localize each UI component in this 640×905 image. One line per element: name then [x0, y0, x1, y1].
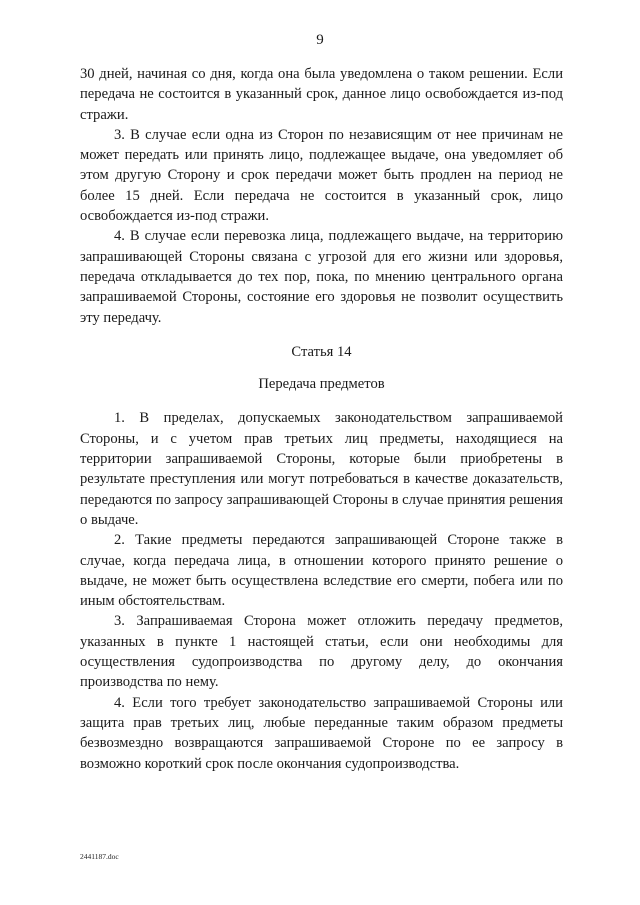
- page-number: 9: [316, 32, 324, 48]
- article-paragraph-4: 4. Если того требует законодательство запрашиваемой Стороны или защита прав третьих лиц, любые переданные таким образом предметы безвозмездно возвращаются запрашиваемой Стороне по ее запросу в возможно короткий срок после окончания судопроизводства.: [80, 694, 563, 772]
- document-code: 2441187.doc: [80, 852, 119, 861]
- paragraph-item-4: 4. В случае если перевозка лица, подлежащего выдаче, на территорию запрашивающей Стороны связана с угрозой для его жизни или здоровья, передача откладывается до тех пор, пока, по мнению центрального органа запрашиваемой Стороны, состояние его здоровья не позволит осуществить эту передачу.: [80, 228, 563, 326]
- article-title: Статья 14: [291, 343, 352, 360]
- document-body: [80, 64, 563, 774]
- article-paragraph-1: 1. В пределах, допускаемых законодательством запрашиваемой Стороны, и с учетом прав третьих лиц предметы, находящиеся на территории запрашиваемой Стороны, которые были приобретены в результате преступления или могут потребоваться в качестве доказательств, передаются по запросу запрашивающей Стороны в случае принятия решения о выдаче.: [80, 410, 563, 528]
- article-paragraph-3: 3. Запрашиваемая Сторона может отложить передачу предметов, указанных в пункте 1 настоящей статьи, если они необходимы для осуществления судопроизводства по другому делу, до окончания производства по нему.: [80, 613, 563, 691]
- paragraph-item-3: 3. В случае если одна из Сторон по независящим от нее причинам не может передать или принять лицо, подлежащее выдаче, она уведомляет об этом другую Сторону и срок передачи может быть продлен на период не более 15 дней. Если передача не состоится в указанный срок, лицо освобождается из-под стражи.: [80, 126, 563, 225]
- article-paragraph-2: 2. Такие предметы передаются запрашивающей Стороне также в случае, когда передача лица, в отношении которого принято решение о выдаче, не может быть осуществлена вследствие его смерти, побега или по иным обстоятельствам.: [80, 532, 563, 610]
- article-subtitle: Передача предметов: [258, 376, 385, 393]
- paragraph-continuation: 30 дней, начиная со дня, когда она была уведомлена о таком решении. Если передача не состоится в указанный срок, данное лицо освобождается из-под стражи.: [80, 66, 563, 123]
